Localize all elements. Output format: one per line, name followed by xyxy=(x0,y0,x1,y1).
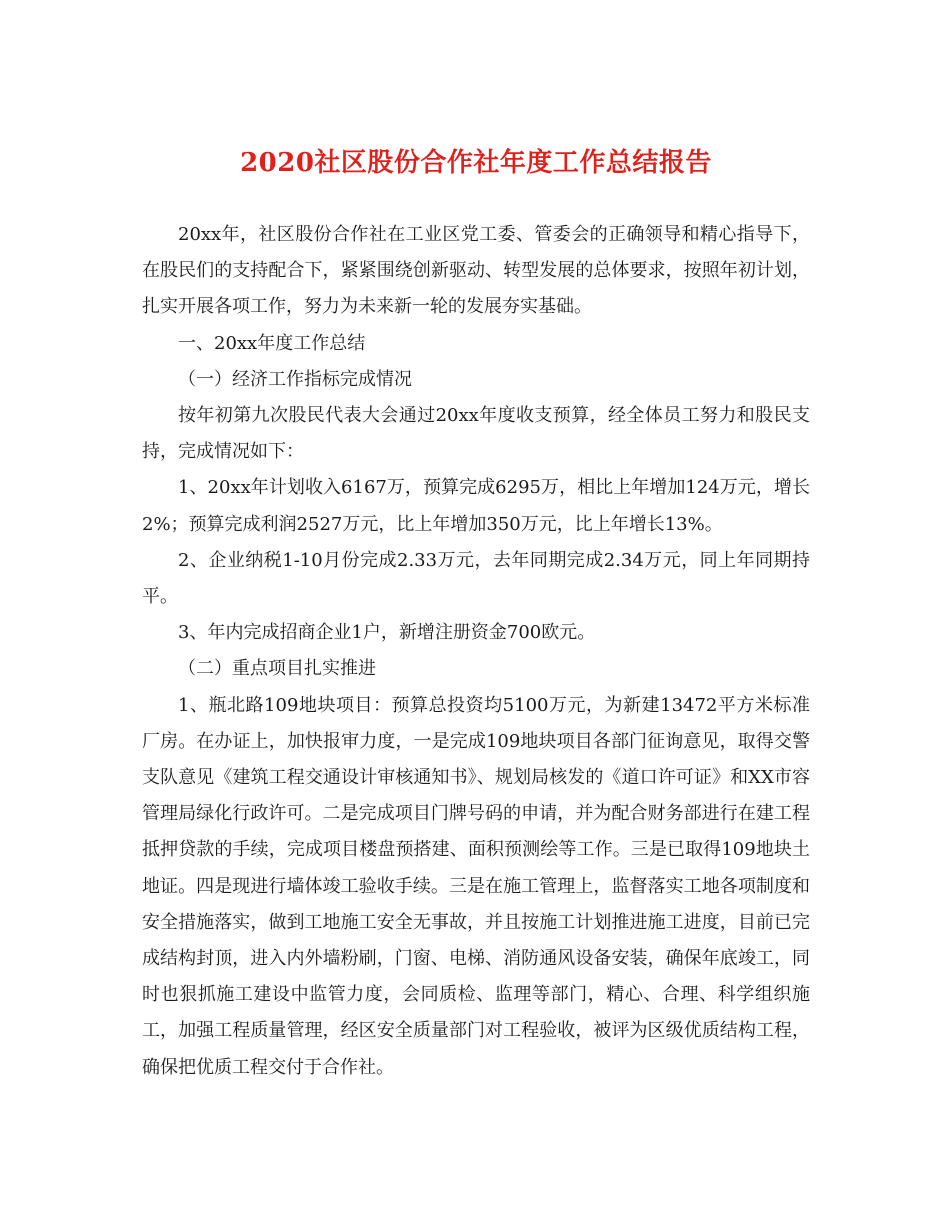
subheading-key-projects: （二）重点项目扎实推进 xyxy=(178,658,376,680)
paragraph-intro: 20xx年，社区股份合作社在工业区党工委、管委会的正确领导和精心指导下，在股民们的支持配合下，紧紧围绕创新驱动、转型发展的总体要求，按照年初计划，扎实开展各项工作，努力为未来新一轮的发展夯实基础。 xyxy=(142,224,810,318)
paragraph-item-1-income: 1、20xx年计划收入6167万，预算完成6295万，相比上年增加124万元，增长2%；预算完成利润2527万元，比上年增加350万元，比上年增长13%。 xyxy=(142,477,810,535)
subheading-economic-indicators: （一）经济工作指标完成情况 xyxy=(178,368,412,390)
paragraph-budget-intro: 按年初第九次股民代表大会通过20xx年度收支预算，经全体员工努力和股民支持，完成情况如下： xyxy=(142,405,810,463)
document-title: 2020社区股份合作社年度工作总结报告 xyxy=(240,148,712,178)
paragraph-item-3-investment: 3、年内完成招商企业1户，新增注册资金700欧元。 xyxy=(178,622,596,644)
heading-annual-summary: 一、20xx年度工作总结 xyxy=(178,332,366,354)
document-body xyxy=(142,217,810,1086)
paragraph-project-109: 1、瓶北路109地块项目：预算总投资均5100万元，为新建13472平方米标准厂房。在办证上，加快报审力度，一是完成109地块项目各部门征询意见，取得交警支队意见《建筑工程交通设计审核通知书》、规划局核发的《道口许可证》和XX市容管理局绿化行政许可。二是完成项目门牌号码的申请，并为配合财务部进行在建工程抵押贷款的手续，完成项目楼盘预搭建、面积预测绘等工作。三是已取得109地块土地证。四是现进行墙体竣工验收手续。三是在施工管理上，监督落实工地各项制度和安全措施落实，做到工地施工安全无事故，并且按施工计划推进施工进度，目前已完成结构封顶，进入内外墙粉刷，门窗、电梯、消防通风设备安装，确保年底竣工，同时也狠抓施工建设中监管力度，会同质检、监理等部门，精心、合理、科学组织施工，加强工程质量管理，经区安全质量部门对工程验收，被评为区级优质结构工程，确保把优质工程交付于合作社。 xyxy=(142,694,810,1078)
paragraph-item-2-tax: 2、企业纳税1-10月份完成2.33万元，去年同期完成2.34万元，同上年同期持平。 xyxy=(142,549,810,608)
